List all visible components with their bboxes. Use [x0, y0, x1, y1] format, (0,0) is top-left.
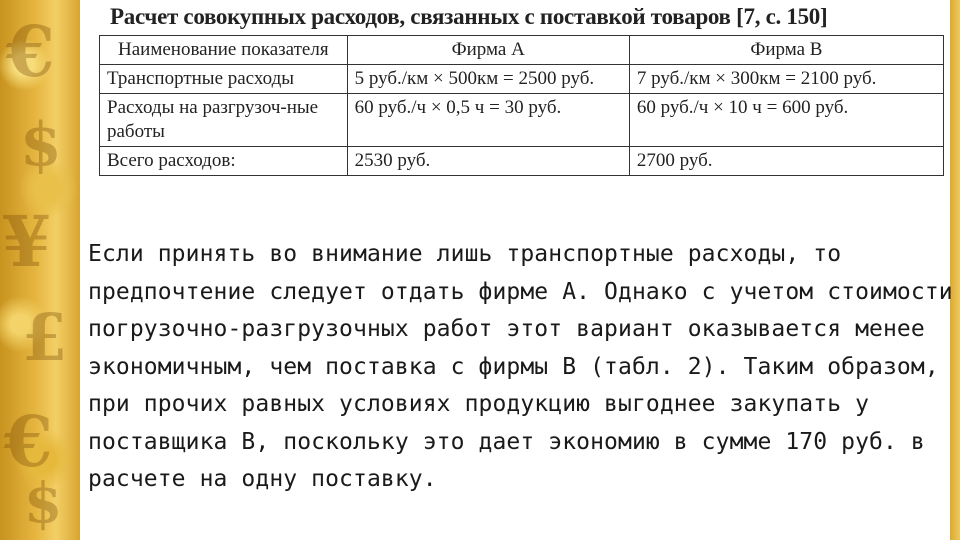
table-row: [100, 94, 944, 147]
table-row: [100, 65, 944, 94]
table-title: Расчет совокупных расходов, связанных с поставкой товаров [7, с. 150]: [110, 4, 828, 29]
table-cell: 2700 руб.: [629, 147, 943, 176]
table-row-total: [100, 147, 944, 176]
table-cell: Расходы на разгрузоч-ные работы: [100, 94, 348, 147]
table-cell: Всего расходов:: [100, 147, 348, 176]
table-header-cell: Наименование показателя: [100, 36, 348, 65]
currency-symbols-pattern: €: [4, 400, 53, 483]
slide-content: [80, 0, 953, 540]
table-header-cell: Фирма А: [347, 36, 629, 65]
table-cell: 5 руб./км × 500км = 2500 руб.: [347, 65, 629, 94]
currency-symbols-pattern: £: [22, 300, 68, 376]
decorative-gold-border: [0, 0, 80, 540]
expenses-table: [99, 35, 944, 176]
table-cell: 60 руб./ч × 0,5 ч = 30 руб.: [347, 94, 629, 147]
table-cell: 7 руб./км × 300км = 2100 руб.: [629, 65, 943, 94]
table-header-row: [100, 36, 944, 65]
currency-symbols-pattern: €: [6, 10, 55, 93]
currency-symbols-pattern: $: [24, 470, 63, 535]
table-cell: 60 руб./ч × 10 ч = 600 руб.: [629, 94, 943, 147]
table-cell: Транспортные расходы: [100, 65, 348, 94]
table-cell: 2530 руб.: [347, 147, 629, 176]
currency-symbols-pattern: $: [20, 110, 62, 180]
table-header-cell: Фирма В: [629, 36, 943, 65]
conclusion-paragraph: Если принять во внимание лишь транспортные расходы, то предпочтение следует отдать фирме А. Однако с учетом стоимости погрузочно-разгрузочных работ этот вариант оказывается менее экономичным, чем поставка с фирмы В (табл. 2). Таким образом, при прочих равных условиях продукцию выгоднее закупать у поставщика В, поскольку это дает экономию в сумме 170 руб. в расчете на одну поставку.: [88, 241, 953, 492]
currency-symbols-pattern: ¥: [2, 200, 51, 283]
